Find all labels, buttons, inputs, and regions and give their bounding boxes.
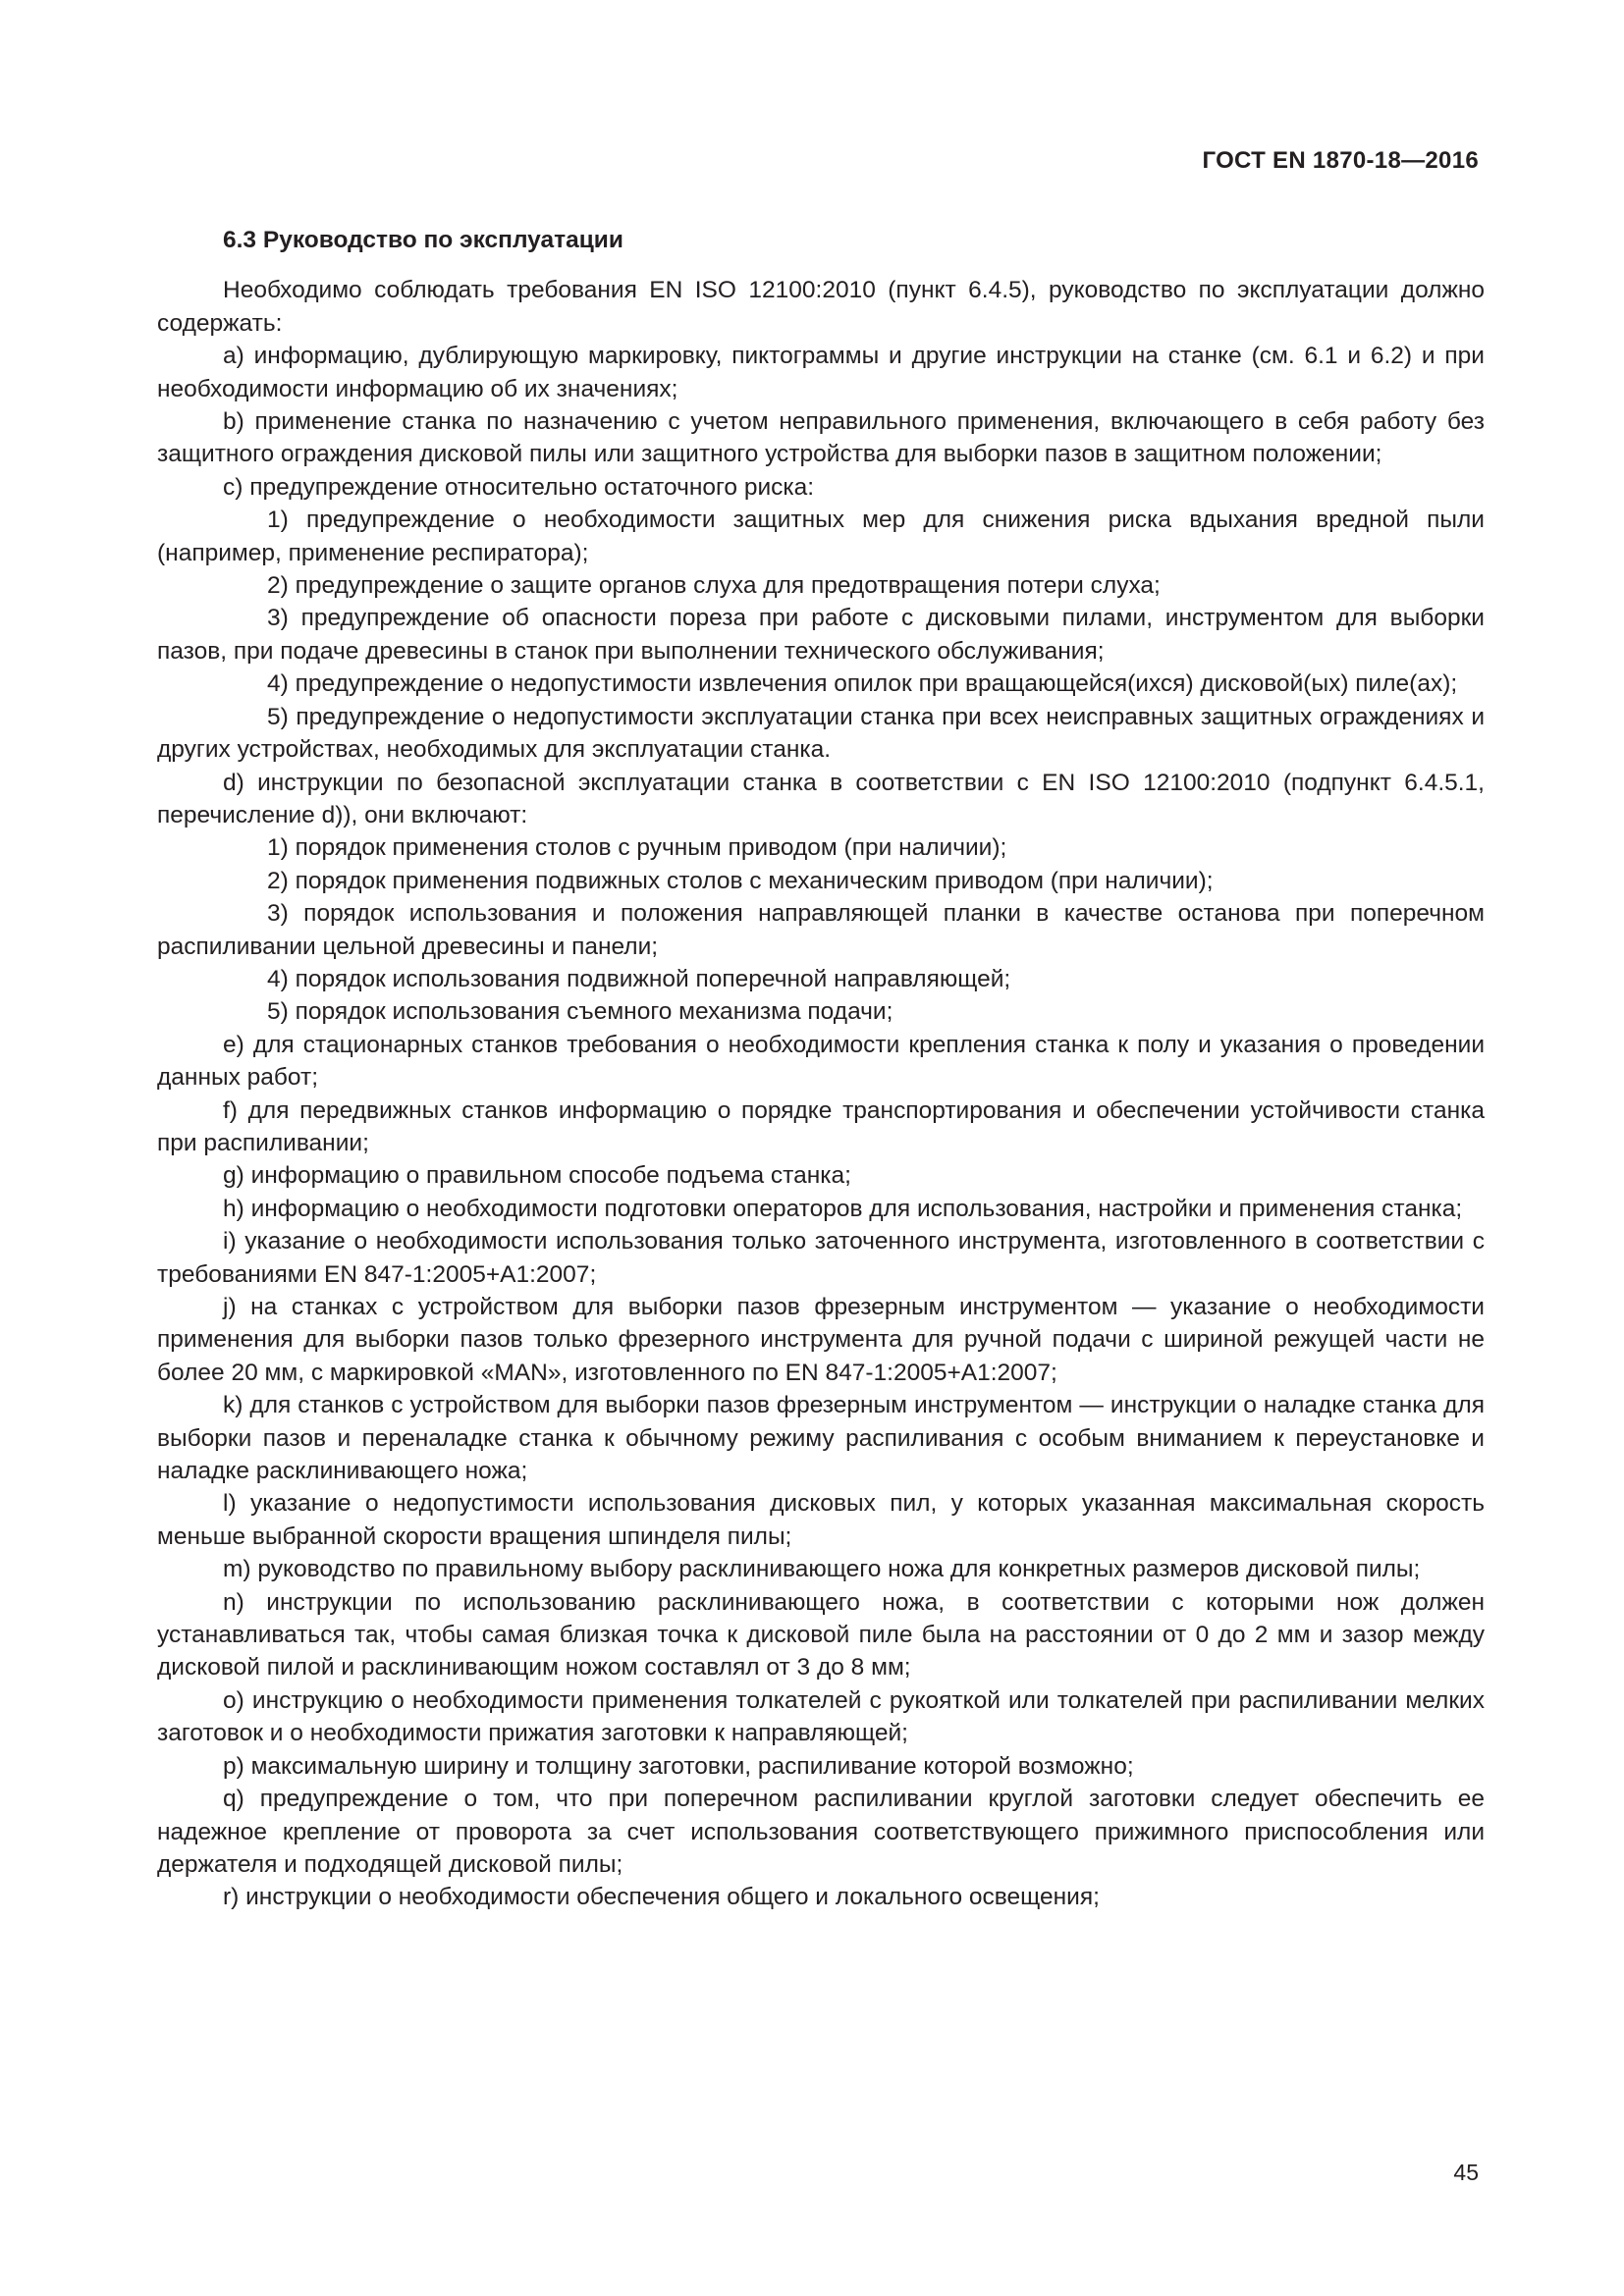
sublist-item-d5: 5) порядок использования съемного механизма подачи; (267, 998, 893, 1026)
list-item-e: e) для стационарных станков требования о необходимости крепления станка к полу и указания о проведении данных работ; (157, 1031, 1485, 1092)
list-item-a: a) информацию, дублирующую маркировку, пиктограммы и другие инструкции на станке (см. 6.1 и 6.2) и при необходимости информацию об их значениях; (157, 343, 1485, 402)
list-item-r: r) инструкции о необходимости обеспечения общего и локального освещения; (223, 1884, 1100, 1911)
paragraph-intro: Необходимо соблюдать требования EN ISO 12100:2010 (пункт 6.4.5), руководство по эксплуатации должно содержать: (157, 277, 1485, 337)
list-item-b: b) применение станка по назначению с учетом неправильного применения, включающего в себя работу без защитного ограждения дисковой пилы или защитного устройства для выборки пазов в защитном положении; (157, 408, 1485, 468)
section-body (157, 224, 1485, 1914)
section-title: 6.3 Руководство по эксплуатации (223, 227, 623, 253)
list-item-o: o) инструкцию о необходимости применения толкателей с рукояткой или толкателей при распиливании мелких заготовок и о необходимости прижатия заготовки к направляющей; (157, 1686, 1485, 1747)
page-number: 45 (1453, 2160, 1479, 2185)
list-item-n: n) инструкции по использованию расклинивающего ножа, в соответствии с которыми нож должен устанавливаться так, чтобы самая близкая точка к дисковой пиле была на расстоянии от 0 до 2 мм и зазор между дисковой пилой и расклинивающим ножом составлял от 3 до 8 мм; (157, 1588, 1485, 1682)
sublist-item-d3: 3) порядок использования и положения направляющей планки в качестве останова при поперечном распиливании цельной древесины и панели; (157, 900, 1485, 960)
list-item-i: i) указание о необходимости использования только заточенного инструмента, изготовленного в соответствии с требованиями EN 847-1:2005+A1:2007; (157, 1228, 1485, 1288)
list-item-c: c) предупреждение относительно остаточного риска: (223, 473, 815, 501)
sublist-item-d4: 4) порядок использования подвижной поперечной направляющей; (267, 965, 1011, 992)
sublist-item-c1: 1) предупреждение о необходимости защитных мер для снижения риска вдыхания вредной пыли (например, применение респиратора); (157, 507, 1485, 566)
list-item-m: m) руководство по правильному выбору расклинивающего ножа для конкретных размеров дисковой пилы; (223, 1556, 1421, 1583)
sublist-item-c3: 3) предупреждение об опасности пореза при работе с дисковыми пилами, инструментом для выборки пазов, при подаче древесины в станок при выполнении технического обслуживания; (157, 605, 1485, 665)
list-item-l: l) указание о недопустимости использования дисковых пил, у которых указанная максимальная скорость меньше выбранной скорости вращения шпинделя пилы; (157, 1490, 1485, 1550)
list-item-h: h) информацию о необходимости подготовки операторов для использования, настройки и применения станка; (223, 1195, 1463, 1222)
list-item-q: q) предупреждение о том, что при поперечном распиливании круглой заготовки следует обеспечить ее надежное крепление от проворота за счет использования соответствующего прижимного приспособления или держателя и подходящей дисковой пилы; (157, 1786, 1485, 1878)
sublist-item-c5: 5) предупреждение о недопустимости эксплуатации станка при всех неисправных защитных ограждениях и других устройствах, необходимых для эксплуатации станка. (157, 703, 1485, 764)
list-item-j: j) на станках с устройством для выборки пазов фрезерным инструментом — указание о необходимости применения для выборки пазов только фрезерного инструмента для ручной подачи с шириной режущей части не более 20 мм, с маркировкой «MAN», изготовленного по EN 847-1:2005+A1:2007; (157, 1294, 1485, 1386)
sublist-item-d2: 2) порядок применения подвижных столов с механическим приводом (при наличии); (267, 867, 1214, 894)
document-code-header: ГОСТ EN 1870-18—2016 (1202, 147, 1479, 174)
list-item-p: p) максимальную ширину и толщину заготовки, распиливание которой возможно; (223, 1752, 1134, 1780)
sublist-item-c4: 4) предупреждение о недопустимости извлечения опилок при вращающейся(ихся) дисковой(ых) пиле(ах); (267, 670, 1458, 698)
sublist-item-c2: 2) предупреждение о защите органов слуха для предотвращения потери слуха; (267, 572, 1161, 600)
list-item-f: f) для передвижных станков информацию о порядке транспортирования и обеспечении устойчивости станка при распиливании; (157, 1096, 1485, 1156)
list-item-k: k) для станков с устройством для выборки пазов фрезерным инструментом — инструкции о наладке станка для выборки пазов и переналадке станка к обычному режиму распиливания с особым вниманием к переустановке и наладке расклинивающего ножа; (157, 1392, 1485, 1485)
sublist-item-d1: 1) порядок применения столов с ручным приводом (при наличии); (267, 834, 1007, 862)
list-item-d: d) инструкции по безопасной эксплуатации станка в соответствии с EN ISO 12100:2010 (подпункт 6.4.5.1, перечисление d)), они включают: (157, 769, 1485, 828)
list-item-g: g) информацию о правильном способе подъема станка; (223, 1162, 851, 1190)
